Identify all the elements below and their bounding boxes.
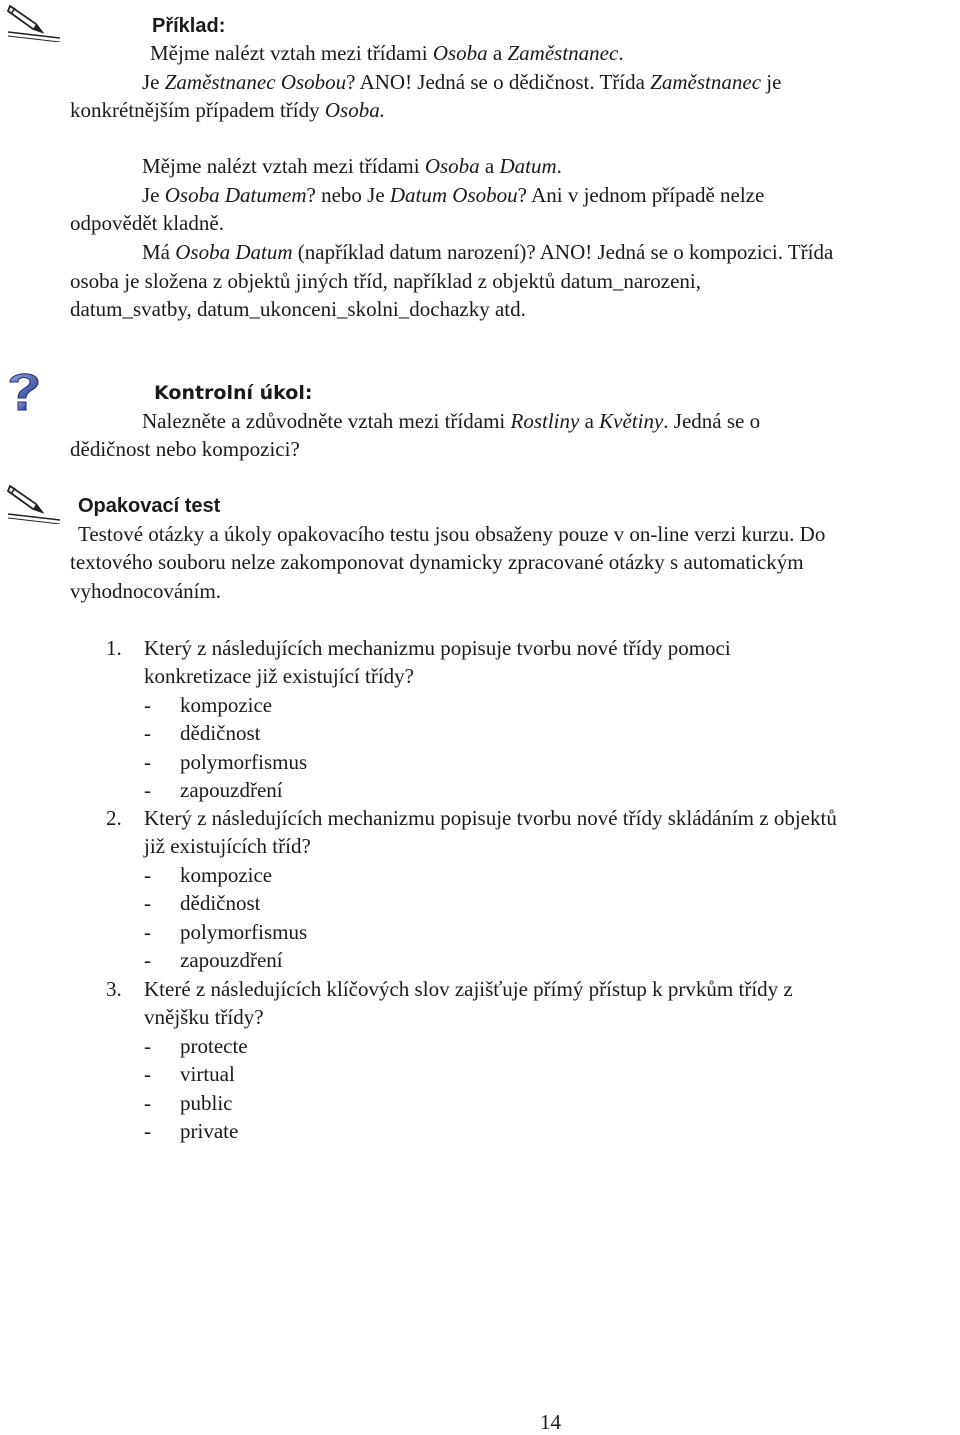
question-text: Který z následujících mechanizmu popisuje tvorbu nové třídy pomoci <box>144 636 731 660</box>
text-line: osoba je složena z objektů jiných tříd, například z objektů datum_narozeni, <box>70 269 701 293</box>
text-line: Mějme nalézt vztah mezi třídami Osoba a Datum. <box>142 154 562 178</box>
question-text: vnějšku třídy? <box>144 1005 264 1029</box>
question-number: 3. <box>106 977 122 1001</box>
answer-option: - kompozice <box>144 863 273 887</box>
text-line: textového souboru nelze zakomponovat dynamicky zpracované otázky s automatickým <box>70 550 804 574</box>
answer-option: - private <box>144 1119 239 1143</box>
answer-option: - zapouzdření <box>144 778 283 802</box>
question-text: Který z následujících mechanizmu popisuje tvorbu nové třídy skládáním z objektů <box>144 806 837 830</box>
text-line: Nalezněte a zdůvodněte vztah mezi třídami Rostliny a Květiny. Jedná se o <box>142 409 761 433</box>
page-number: 14 <box>540 1410 561 1434</box>
question-mark-icon <box>4 368 44 416</box>
section-heading-test: Opakovací test <box>78 495 221 517</box>
section-heading-kontrolni: Kontrolní úkol: <box>154 382 313 404</box>
text-line: Testové otázky a úkoly opakovacího testu jsou obsaženy pouze v on-line verzi kurzu. Do <box>78 522 826 546</box>
answer-option: - public <box>144 1091 233 1115</box>
answer-option: - zapouzdření <box>144 948 283 972</box>
answer-option: - virtual <box>144 1062 235 1086</box>
text-line: vyhodnocováním. <box>70 579 222 603</box>
question-text: Které z následujících klíčových slov zajišťuje přímý přístup k prvkům třídy z <box>144 977 793 1001</box>
pencil-note-icon <box>6 2 62 42</box>
question-text: konkretizace již existující třídy? <box>144 664 414 688</box>
pencil-note-icon <box>6 482 62 524</box>
text-line: Je Osoba Datumem? nebo Je Datum Osobou? Ani v jednom případě nelze <box>142 183 765 207</box>
text-line: konkrétnějším případem třídy Osoba. <box>70 98 385 122</box>
question-number: 1. <box>106 636 122 660</box>
text-line: odpovědět kladně. <box>70 211 224 235</box>
question-number: 2. <box>106 806 122 830</box>
answer-option: - polymorfismus <box>144 750 308 774</box>
answer-option: - dědičnost <box>144 891 261 915</box>
text-line: dědičnost nebo kompozici? <box>70 437 300 461</box>
answer-option: - polymorfismus <box>144 920 308 944</box>
answer-option: - kompozice <box>144 693 273 717</box>
answer-option: - protecte <box>144 1034 248 1058</box>
text-line: datum_svatby, datum_ukonceni_skolni_dochazky atd. <box>70 297 526 321</box>
section-heading-priklad: Příklad: <box>152 15 226 37</box>
text-line: Je Zaměstnanec Osobou? ANO! Jedná se o dědičnost. Třída Zaměstnanec je <box>142 70 782 94</box>
text-line: Má Osoba Datum (například datum narození)? ANO! Jedná se o kompozici. Třída <box>142 240 834 264</box>
answer-option: - dědičnost <box>144 721 261 745</box>
question-text: již existujících tříd? <box>144 834 311 858</box>
text-line: Mějme nalézt vztah mezi třídami Osoba a Zaměstnanec. <box>150 41 624 65</box>
